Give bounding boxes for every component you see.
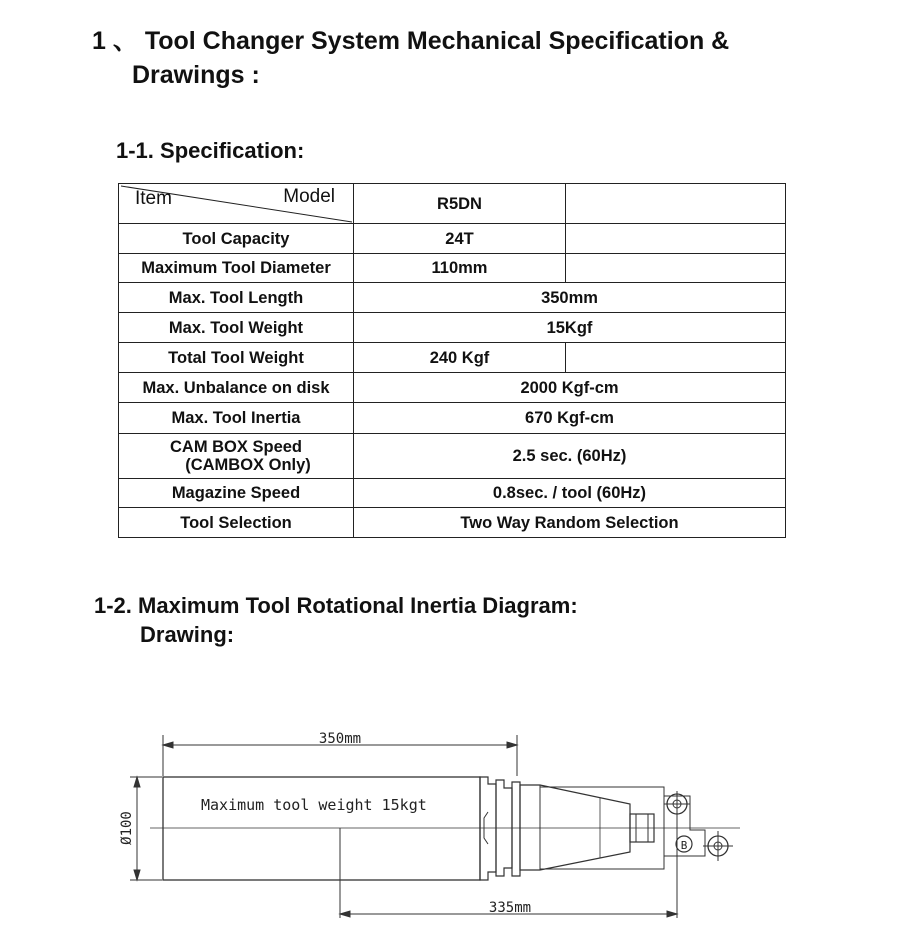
row-value: 15Kgf xyxy=(354,313,786,343)
table-row xyxy=(119,434,786,479)
dim-dia-arrow-bottom xyxy=(134,870,140,880)
section-1-2-title-line1: 1-2. Maximum Tool Rotational Inertia Diagram: xyxy=(94,593,578,618)
table-row xyxy=(119,508,786,538)
table-row xyxy=(119,343,786,373)
dim-335-arrow-right xyxy=(667,911,677,917)
section-1-title-line2: Drawings : xyxy=(132,61,260,89)
dim-350-arrow-right xyxy=(507,742,517,748)
header-item-label: Item xyxy=(135,188,172,209)
row-label: Magazine Speed xyxy=(119,479,354,508)
row-value: 110mm xyxy=(354,254,566,283)
dim-350-arrow-left xyxy=(163,742,173,748)
row-label: Max. Unbalance on disk xyxy=(119,373,354,403)
empty-cell xyxy=(566,343,786,373)
table-row xyxy=(119,479,786,508)
section-1-title-line1: Tool Changer System Mechanical Specification & xyxy=(144,27,730,55)
header-model-label: Model xyxy=(283,186,335,207)
dim-length-label: 350mm xyxy=(318,731,362,747)
table-row xyxy=(119,313,786,343)
holder-flange-1 xyxy=(480,777,496,880)
section-1-2-heading xyxy=(94,591,578,649)
tool-inertia-drawing xyxy=(0,700,915,945)
row-label: Max. Tool Inertia xyxy=(119,403,354,434)
table-row xyxy=(119,283,786,313)
drawing-note: Maximum tool weight 15kgt xyxy=(201,796,427,814)
empty-cell xyxy=(566,184,786,224)
row-value: 2000 Kgf-cm xyxy=(354,373,786,403)
table-row xyxy=(119,403,786,434)
dim-diameter-label: Ø100 xyxy=(119,811,135,845)
row-value: 670 Kgf-cm xyxy=(354,403,786,434)
empty-cell xyxy=(566,254,786,283)
table-header-item-model xyxy=(119,184,354,224)
taper-cone xyxy=(520,785,630,870)
row-value: 2.5 sec. (60Hz) xyxy=(354,434,786,479)
row-value: Two Way Random Selection xyxy=(354,508,786,538)
model-name-cell: R5DN xyxy=(354,184,566,224)
holder-flange-3 xyxy=(512,782,520,876)
row-label: Max. Tool Weight xyxy=(119,313,354,343)
dim-bottom-label: 335mm xyxy=(488,900,532,916)
tool-body xyxy=(163,777,480,880)
row-label-line1: CAM BOX Speed xyxy=(169,438,303,456)
row-value: 0.8sec. / tool (60Hz) xyxy=(354,479,786,508)
row-value: 24T xyxy=(354,224,566,254)
section-1-2-title-line2: Drawing: xyxy=(140,622,235,647)
dim-335-arrow-left xyxy=(340,911,350,917)
section-1-heading xyxy=(92,24,729,92)
row-label: Tool Capacity xyxy=(119,224,354,254)
table-row xyxy=(119,254,786,283)
table-row xyxy=(119,224,786,254)
empty-cell xyxy=(566,224,786,254)
specification-table xyxy=(118,183,786,538)
row-label: Max. Tool Length xyxy=(119,283,354,313)
row-label: Total Tool Weight xyxy=(119,343,354,373)
section-1-1-heading: 1-1. Specification: xyxy=(116,138,305,163)
section-1-number: 1 、 xyxy=(92,27,138,55)
row-label: Maximum Tool Diameter xyxy=(119,254,354,283)
dim-dia-arrow-top xyxy=(134,777,140,787)
row-label: Tool Selection xyxy=(119,508,354,538)
table-row xyxy=(119,373,786,403)
row-value: 240 Kgf xyxy=(354,343,566,373)
row-value: 350mm xyxy=(354,283,786,313)
row-label xyxy=(119,434,354,479)
point-b-label: B xyxy=(680,839,688,852)
row-label-line2: (CAMBOX Only) xyxy=(185,456,311,474)
